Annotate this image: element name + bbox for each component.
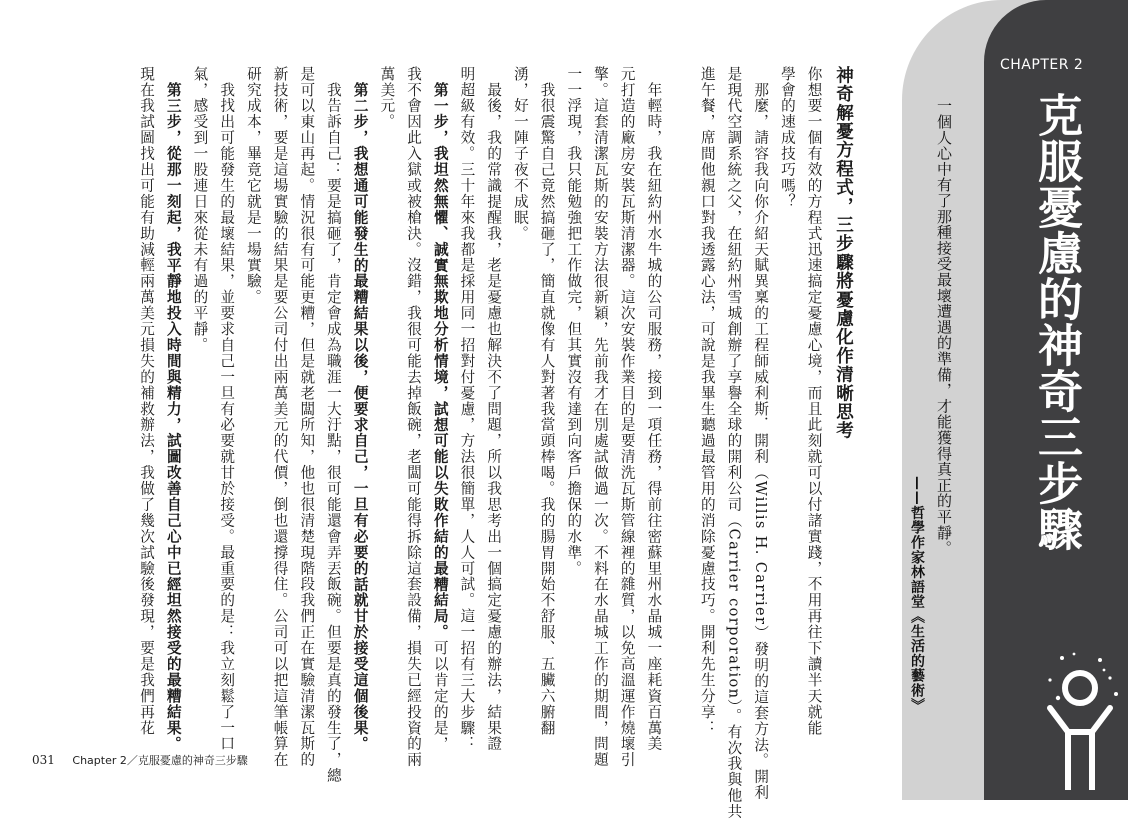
body-text: 我不會因此入獄或被槍決。沒錯，我很可能去掉飯碗，老闆可能得拆除這套設備，損失已經投資的兩 [405, 66, 423, 768]
body-text: 湧，好一陣子夜不成眠。 [511, 66, 529, 242]
text-column [646, 66, 661, 752]
body-text: 擎。這套清潔瓦斯的安裝方法很新穎，先前我才在別處試做過一次。不料在水晶城工作的期間，問題 [591, 66, 609, 768]
person-arms-raised-icon [1046, 650, 1126, 790]
body-text: 我很震驚自己竟然搞砸了，簡直就像有人對著我當頭棒喝。我的腸胃開始不舒服、五臟六腑翻 [538, 66, 556, 736]
body-text: 我告訴自己：要是搞砸了，肯定會成為職涯一大汙點，很可能還會弄丟飯碗。但要是真的發生了，總 [324, 66, 342, 784]
body-text: 新技術，要是這場實驗的結果是要公司付出兩萬美元的代價，倒也還撐得住。公司可以把這筆帳算在 [271, 66, 289, 768]
text-column [165, 66, 180, 752]
body-text [165, 66, 182, 82]
text-column [245, 66, 260, 305]
text-column [512, 66, 527, 241]
body-text: 你想要一個有效的方程式迅速搞定憂慮心境，而且此刻就可以付諸實踐，不用再往下讀半天就能 [805, 66, 823, 736]
running-title: Chapter 2／克服憂慮的神奇三步驟 [72, 754, 248, 767]
text-column [325, 66, 340, 784]
text-column [459, 66, 474, 752]
body-text: 是可以東山再起。情況很有可能更糟，但是就老闆所知，他也很清楚現階段我們正在實驗清潔瓦斯的 [298, 66, 316, 768]
body-text [432, 66, 449, 82]
text-column [753, 66, 768, 801]
text-column [272, 66, 287, 768]
text-column [592, 66, 607, 768]
text-column [699, 66, 714, 736]
body-text: 最後，我的常識提醒我，老是憂慮也解決不了問題，所以我思考出一個搞定憂慮的辦法，結果證 [485, 66, 503, 752]
body-text: 一一浮現，我只能勉強把工作做完，但其實沒有達到向客戶擔保的水準。 [565, 66, 583, 577]
bold-step-text: 第一步，我坦然無懼、誠實無欺地分析情境，試想可能以失敗作結的最糟結局。 [431, 81, 449, 641]
page-footer [32, 752, 248, 768]
body-text: 我找出可能發生的最壞結果，並要求自己一旦有必要就甘於接受。最重要的是：我立刻鬆了一口 [218, 66, 236, 752]
text-column [486, 66, 501, 752]
body-text: 萬美元。 [378, 66, 396, 130]
text-column [619, 66, 634, 768]
text-column [299, 66, 314, 768]
chapter-label: CHAPTER 2 [1000, 57, 1084, 73]
body-text: 可以肯定的是， [431, 640, 449, 752]
text-column [539, 66, 554, 736]
body-text: 年輕時，我在紐約州水牛城的公司服務，接到一項任務，得前往密蘇里州水晶城一座耗資百萬美 [645, 66, 663, 752]
text-column [566, 66, 581, 576]
text-column [779, 66, 794, 210]
body-text: 研究成本，畢竟它就是一場實驗。 [244, 66, 262, 306]
text-column [379, 66, 394, 130]
text-column [406, 66, 421, 768]
body-text: 氣，感受到一股連日來從未有過的平靜。 [191, 66, 209, 354]
epigraph-quote: 一個人心中有了那種接受最壞遭遇的準備，才能獲得真正的平靜。 [935, 98, 953, 557]
body-text: 學會的速成技巧嗎？ [778, 66, 796, 210]
body-text: 明超級有效。三十年來我都是採用同一招對付憂慮，方法很簡單，人人可試。這一招有三大步驟： [458, 66, 476, 752]
text-column [432, 66, 447, 752]
text-column [352, 66, 367, 752]
chapter-title: 克服憂慮的神奇三步驟 [1030, 92, 1083, 552]
body-text: 元打造的廠房安裝瓦斯清潔器。這次安裝作業目的是要清洗瓦斯管線裡的雜質，以免高溫運作燒壞引 [618, 66, 636, 768]
body-text: 現在我試圖找出可能有助減輕兩萬美元損失的補救辦法，我做了幾次試驗後發現，要是我們再花 [138, 66, 156, 736]
body-text: 進午餐，席間他親口對我透露心法，可說是我畢生聽過最管用的消除憂慮技巧。開利先生分享： [698, 66, 716, 736]
body-text: 那麼，請容我向你介紹天賦異稟的工程師威利斯．開利（Willis H. Carrier）發明的這套方法。開利 [752, 66, 770, 801]
bold-step-text: 第二步，我想通可能發生的最糟結果以後，便要求自己，一旦有必要的話就甘於接受這個後果。 [351, 81, 369, 752]
section-heading: 神奇解憂方程式，三步驟將憂慮化作清晰思考 [833, 66, 854, 440]
text-column [726, 66, 741, 820]
body-text: 是現代空調系統之父，在紐約州雪城創辦了享譽全球的開利公司（Carrier corporation）。有次我與他共 [725, 66, 743, 820]
body-text [352, 66, 369, 82]
epigraph-source: ——哲學作家林語堂《生活的藝術》 [909, 476, 925, 713]
text-column [139, 66, 154, 736]
text-column [192, 66, 207, 353]
page-number: 031 [32, 753, 55, 767]
text-column [219, 66, 234, 752]
text-column [806, 66, 821, 736]
bold-step-text: 第三步，從那一刻起，我平靜地投入時間與精力，試圖改善自己心中已經坦然接受的最糟結果。 [164, 81, 182, 752]
